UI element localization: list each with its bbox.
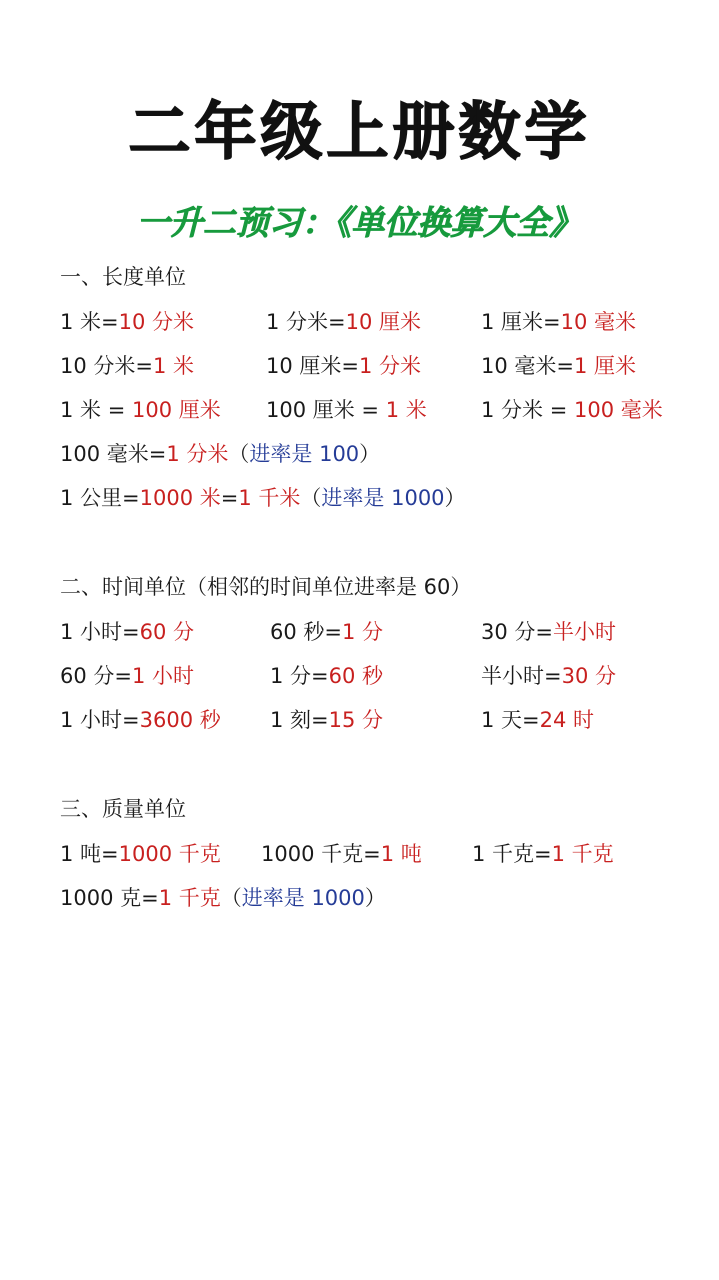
conversion-left: 半小时=	[481, 664, 562, 688]
time-row-3	[0, 704, 719, 736]
mass-row-2	[0, 882, 719, 914]
conversion-item	[481, 660, 616, 692]
conversion-right: 1 厘米	[574, 354, 637, 378]
time-row-2	[0, 660, 719, 692]
paren-open: （	[220, 886, 242, 910]
conversion-item	[60, 704, 221, 736]
conversion-left: 60 秒=	[270, 620, 342, 644]
length-row-1	[0, 306, 719, 338]
conversion-right: 30 分	[561, 664, 617, 688]
page-subtitle: 一升二预习：《单位换算大全》	[136, 203, 583, 242]
conversion-item	[266, 350, 421, 382]
conversion-right: 1 分	[342, 620, 384, 644]
paren-open: （	[228, 442, 250, 466]
conversion-item	[60, 482, 466, 514]
conversion-left: 60 分=	[60, 664, 132, 688]
conversion-item	[261, 838, 422, 870]
length-row-3	[0, 394, 719, 426]
conversion-item	[60, 394, 221, 426]
conversion-left: 1000 千克=	[261, 842, 381, 866]
conversion-left: 100 厘米 =	[266, 398, 386, 422]
conversion-item	[60, 306, 194, 338]
conversion-item	[481, 306, 636, 338]
conversion-right: 1 米	[385, 398, 427, 422]
conversion-item	[472, 838, 614, 870]
conversion-right: 1 分米	[359, 354, 422, 378]
conversion-right: 1000 千克	[118, 842, 221, 866]
conversion-right: 60 秒	[328, 664, 384, 688]
conversion-item	[60, 838, 221, 870]
paren-close: ）	[364, 886, 386, 910]
conversion-item	[266, 306, 421, 338]
conversion-right: 1 米	[153, 354, 195, 378]
conversion-left: 30 分=	[481, 620, 553, 644]
conversion-item	[481, 350, 636, 382]
length-row-5	[0, 482, 719, 514]
conversion-left: 10 厘米=	[266, 354, 359, 378]
conversion-item	[270, 616, 383, 648]
rate-note: 进率是 100	[249, 442, 360, 466]
conversion-left: 1 吨=	[60, 842, 119, 866]
conversion-left: 1 分米 =	[481, 398, 574, 422]
conversion-right: 1 分米	[166, 442, 229, 466]
conversion-left: 1 小时=	[60, 708, 140, 732]
conversion-left: 1 分=	[270, 664, 329, 688]
conversion-left: 1 厘米=	[481, 310, 561, 334]
paren-close: ）	[359, 442, 381, 466]
conversion-right: 1 吨	[380, 842, 422, 866]
conversion-item	[60, 350, 194, 382]
conversion-item	[60, 616, 194, 648]
conversion-item	[60, 438, 380, 470]
conversion-left: 1 天=	[481, 708, 540, 732]
conversion-right: 100 厘米	[131, 398, 221, 422]
conversion-left: 1 千克=	[472, 842, 552, 866]
rate-note: 进率是 1000	[321, 486, 445, 510]
mass-row-1	[0, 838, 719, 870]
paren-open: （	[300, 486, 322, 510]
conversion-item	[60, 660, 194, 692]
conversion-left: 1 米 =	[60, 398, 132, 422]
conversion-right: 100 毫米	[573, 398, 663, 422]
page-title: 二年级上册数学	[128, 95, 591, 168]
conversion-right: 10 毫米	[560, 310, 637, 334]
conversion-left: 1 刻=	[270, 708, 329, 732]
conversion-left: 10 分米=	[60, 354, 153, 378]
rate-note: 进率是 1000	[241, 886, 365, 910]
conversion-item	[270, 704, 383, 736]
paren-close: ）	[444, 486, 466, 510]
conversion-right: 1 千克	[551, 842, 614, 866]
conversion-item	[481, 616, 616, 648]
conversion-right: 半小时	[553, 620, 616, 644]
conversion-left: 10 毫米=	[481, 354, 574, 378]
conversion-right: 10 厘米	[345, 310, 422, 334]
conversion-left: 1 小时=	[60, 620, 140, 644]
length-row-4	[0, 438, 719, 470]
length-row-2	[0, 350, 719, 382]
conversion-item	[266, 394, 427, 426]
conversion-right: 15 分	[328, 708, 384, 732]
conversion-item	[60, 882, 386, 914]
conversion-right: 1 千克	[158, 886, 221, 910]
conversion-right: 1 小时	[132, 664, 195, 688]
length-section-heading: 一、长度单位	[60, 265, 186, 289]
conversion-item	[481, 394, 663, 426]
conversion-left: 100 毫米=	[60, 442, 167, 466]
conversion-right: 60 分	[139, 620, 195, 644]
conversion-left: 1 公里=	[60, 486, 140, 510]
conversion-item	[481, 704, 594, 736]
mass-section-heading: 三、质量单位	[60, 797, 186, 821]
conversion-left: 1 分米=	[266, 310, 346, 334]
equals-sign: =	[220, 486, 239, 510]
time-section-heading: 二、时间单位（相邻的时间单位进率是 60）	[60, 575, 472, 599]
conversion-left: 1000 克=	[60, 886, 159, 910]
conversion-mid: 1000 米	[139, 486, 221, 510]
conversion-right: 3600 秒	[139, 708, 221, 732]
time-row-1	[0, 616, 719, 648]
conversion-right: 10 分米	[118, 310, 195, 334]
conversion-item	[270, 660, 383, 692]
conversion-right: 24 时	[539, 708, 595, 732]
conversion-right: 1 千米	[238, 486, 301, 510]
conversion-left: 1 米=	[60, 310, 119, 334]
